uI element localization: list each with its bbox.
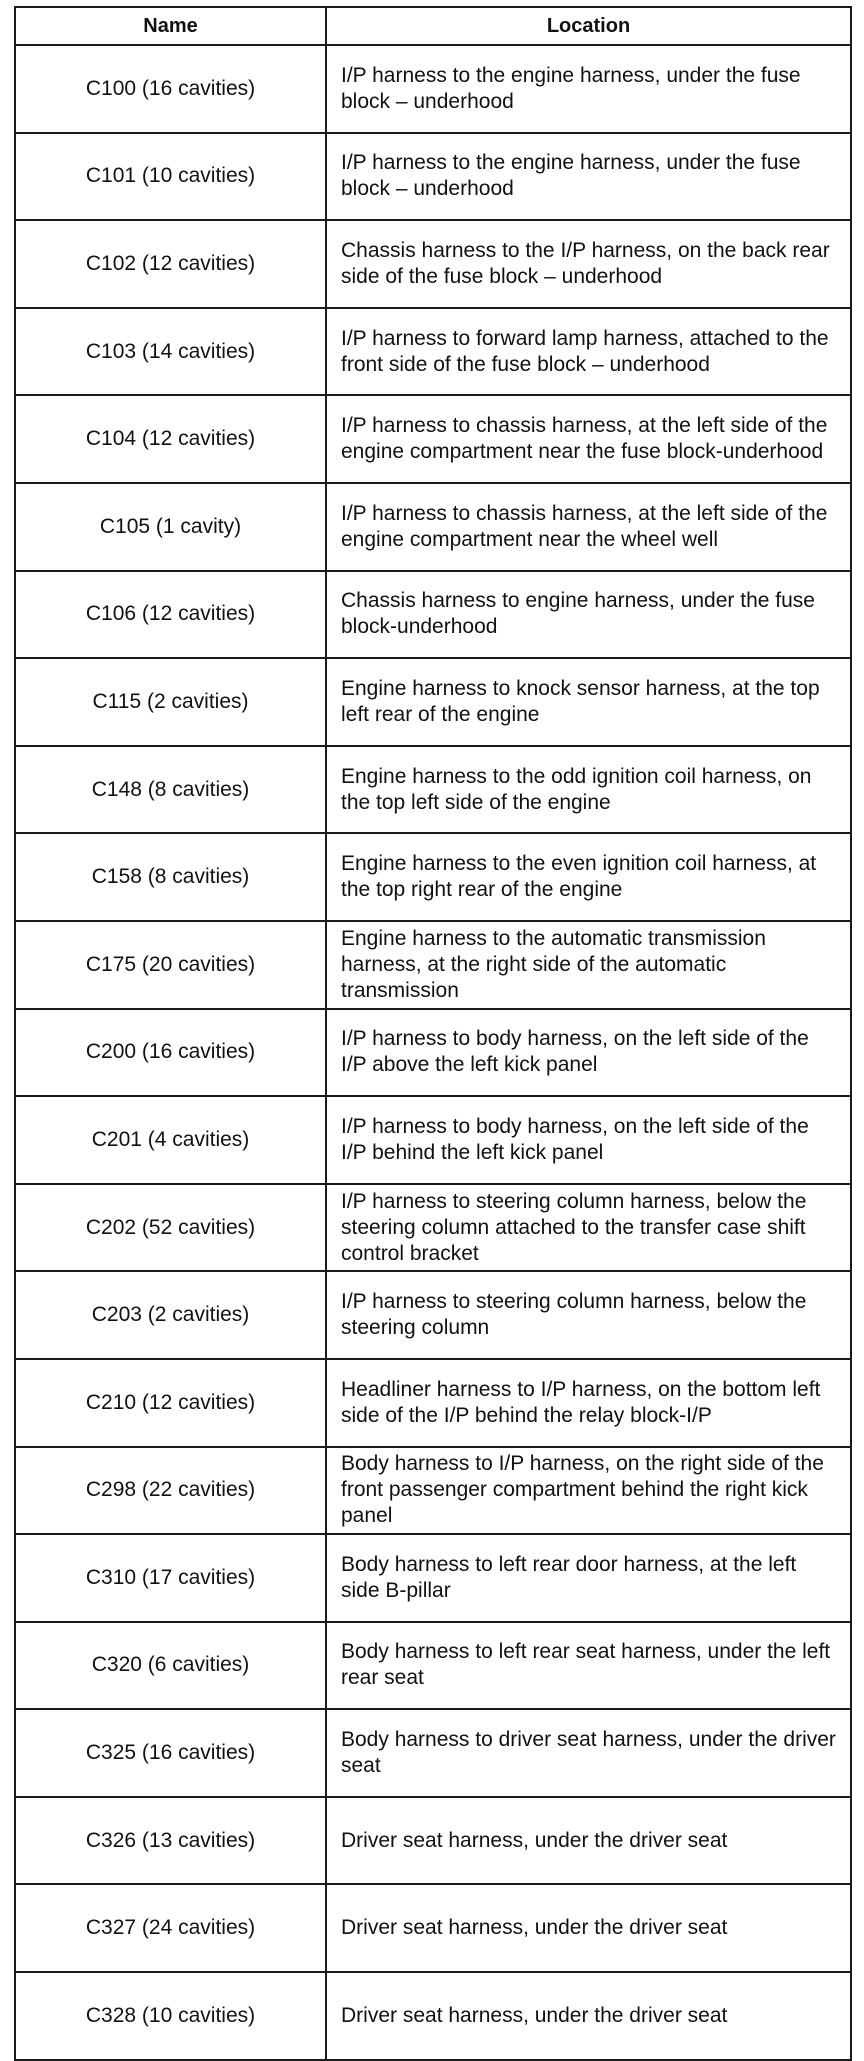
connector-name-cell: C202 (52 cavities) [15, 1184, 326, 1272]
connector-name-cell: C298 (22 cavities) [15, 1447, 326, 1535]
table-row [15, 1009, 851, 1097]
connector-name-cell: C200 (16 cavities) [15, 1009, 326, 1097]
connector-name-cell: C103 (14 cavities) [15, 308, 326, 396]
table-row [15, 133, 851, 221]
table-body [15, 45, 851, 2060]
connector-location-cell: Engine harness to knock sensor harness, at the top left rear of the engine [326, 658, 851, 746]
connector-location-cell: Body harness to left rear seat harness, under the left rear seat [326, 1622, 851, 1710]
table-row [15, 1972, 851, 2060]
table-row [15, 1359, 851, 1447]
connector-name-cell: C210 (12 cavities) [15, 1359, 326, 1447]
table-row [15, 220, 851, 308]
connector-location-cell: Body harness to left rear door harness, at the left side B-pillar [326, 1534, 851, 1622]
connector-location-cell: I/P harness to the engine harness, under the fuse block – underhood [326, 45, 851, 133]
table-row [15, 571, 851, 659]
connector-name-cell: C102 (12 cavities) [15, 220, 326, 308]
connector-location-cell: Driver seat harness, under the driver seat [326, 1797, 851, 1885]
table-row [15, 308, 851, 396]
table-row [15, 483, 851, 571]
header-row [15, 7, 851, 45]
connector-name-cell: C100 (16 cavities) [15, 45, 326, 133]
connector-location-cell: Engine harness to the odd ignition coil harness, on the top left side of the engine [326, 746, 851, 834]
table-row [15, 658, 851, 746]
connector-location-cell: Chassis harness to engine harness, under the fuse block-underhood [326, 571, 851, 659]
connector-location-cell: I/P harness to body harness, on the left side of the I/P above the left kick panel [326, 1009, 851, 1097]
connector-name-cell: C104 (12 cavities) [15, 395, 326, 483]
table-row [15, 1534, 851, 1622]
connector-name-cell: C158 (8 cavities) [15, 833, 326, 921]
connector-table [14, 6, 852, 2061]
connector-location-cell: Engine harness to the even ignition coil harness, at the top right rear of the engine [326, 833, 851, 921]
connector-location-cell: Body harness to driver seat harness, under the driver seat [326, 1709, 851, 1797]
connector-location-cell: Body harness to I/P harness, on the right side of the front passenger compartment behind the right kick panel [326, 1447, 851, 1535]
table-row [15, 395, 851, 483]
connector-name-cell: C105 (1 cavity) [15, 483, 326, 571]
connector-name-cell: C106 (12 cavities) [15, 571, 326, 659]
table-row [15, 1709, 851, 1797]
connector-location-cell: Driver seat harness, under the driver seat [326, 1972, 851, 2060]
connector-name-cell: C328 (10 cavities) [15, 1972, 326, 2060]
table-row [15, 1447, 851, 1535]
connector-name-cell: C325 (16 cavities) [15, 1709, 326, 1797]
table-row [15, 833, 851, 921]
table-row [15, 1184, 851, 1272]
connector-location-cell: I/P harness to chassis harness, at the left side of the engine compartment near the wheel well [326, 483, 851, 571]
connector-location-cell: Chassis harness to the I/P harness, on the back rear side of the fuse block – underhood [326, 220, 851, 308]
connector-location-cell: I/P harness to steering column harness, below the steering column attached to the transfer case shift control bracket [326, 1184, 851, 1272]
connector-location-cell: Engine harness to the automatic transmission harness, at the right side of the automatic transmission [326, 921, 851, 1009]
connector-name-cell: C310 (17 cavities) [15, 1534, 326, 1622]
table-row [15, 921, 851, 1009]
connector-name-cell: C115 (2 cavities) [15, 658, 326, 746]
table-row [15, 1622, 851, 1710]
connector-name-cell: C326 (13 cavities) [15, 1797, 326, 1885]
table-row [15, 1096, 851, 1184]
table-row [15, 45, 851, 133]
table-row [15, 1271, 851, 1359]
table-header [15, 7, 851, 45]
column-header-name: Name [15, 7, 326, 45]
connector-location-cell: I/P harness to steering column harness, below the steering column [326, 1271, 851, 1359]
connector-location-cell: I/P harness to body harness, on the left side of the I/P behind the left kick panel [326, 1096, 851, 1184]
connector-location-cell: Headliner harness to I/P harness, on the bottom left side of the I/P behind the relay block-I/P [326, 1359, 851, 1447]
table-row [15, 1797, 851, 1885]
connector-name-cell: C320 (6 cavities) [15, 1622, 326, 1710]
connector-name-cell: C175 (20 cavities) [15, 921, 326, 1009]
connector-name-cell: C201 (4 cavities) [15, 1096, 326, 1184]
table-row [15, 746, 851, 834]
connector-location-cell: I/P harness to chassis harness, at the left side of the engine compartment near the fuse block-underhood [326, 395, 851, 483]
connector-name-cell: C101 (10 cavities) [15, 133, 326, 221]
connector-name-cell: C327 (24 cavities) [15, 1884, 326, 1972]
connector-location-cell: Driver seat harness, under the driver seat [326, 1884, 851, 1972]
connector-name-cell: C148 (8 cavities) [15, 746, 326, 834]
table-row [15, 1884, 851, 1972]
column-header-location: Location [326, 7, 851, 45]
connector-name-cell: C203 (2 cavities) [15, 1271, 326, 1359]
connector-location-cell: I/P harness to the engine harness, under the fuse block – underhood [326, 133, 851, 221]
connector-location-sheet [14, 6, 850, 2061]
connector-location-cell: I/P harness to forward lamp harness, attached to the front side of the fuse block – underhood [326, 308, 851, 396]
